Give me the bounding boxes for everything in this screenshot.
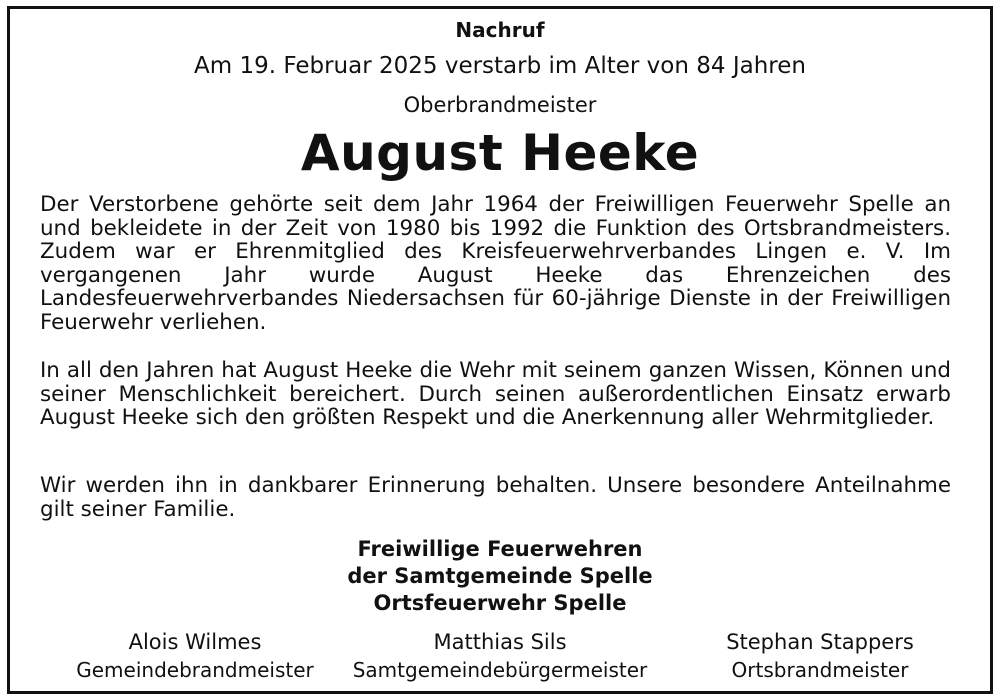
signatory-title: Samtgemeindebürgermeister xyxy=(352,658,648,682)
organization-line-2: der Samtgemeinde Spelle xyxy=(347,564,653,588)
signatory-2 xyxy=(345,628,655,684)
notice-label: Nachruf xyxy=(455,18,545,42)
signatory-name: Matthias Sils xyxy=(433,630,567,654)
deceased-name: August Heeke xyxy=(300,124,700,182)
signatory-title: Ortsbrandmeister xyxy=(731,658,909,682)
signatory-title: Gemeindebrandmeister xyxy=(76,658,314,682)
signatory-3 xyxy=(660,628,980,684)
obituary-paragraph-2: In all den Jahren hat August Heeke die Wehr mit seinem ganzen Wissen, Können und seiner Menschlichkeit bereichert. Durch seinen außerordentlichen Einsatz erwarb August Heeke sich den größten Respekt und die Anerkennung aller Wehrmitglieder. xyxy=(40,358,951,431)
death-date-line: Am 19. Februar 2025 verstarb im Alter von 84 Jahren xyxy=(194,53,806,79)
signatory-1 xyxy=(40,628,350,684)
signatory-name: Alois Wilmes xyxy=(128,630,262,654)
organization-line-3: Ortsfeuerwehr Spelle xyxy=(373,591,627,615)
obituary-paragraph-1: Der Verstorbene gehörte seit dem Jahr 1964 der Freiwilligen Feuerwehr Spelle an und bekleidete in der Zeit von 1980 bis 1992 die Funktion des Ortsbrandmeisters. Zudem war er Ehrenmitglied des Kreisfeuerwehrverbandes Lingen e. V. Im vergangenen Jahr wurde August Heeke das Ehrenzeichen des Landesfeuerwehrverbandes Niedersachsen für 60-jährige Dienste in der Freiwilligen Feuerwehr verliehen. xyxy=(40,192,951,335)
signatory-name: Stephan Stappers xyxy=(726,630,914,654)
organization-line-1: Freiwillige Feuerwehren xyxy=(357,537,643,561)
organization-block xyxy=(0,536,1000,617)
obituary-paragraph-3: Wir werden ihn in dankbarer Erinnerung behalten. Unsere besondere Anteilnahme gilt seiner Familie. xyxy=(40,473,951,522)
deceased-rank: Oberbrandmeister xyxy=(403,93,597,117)
